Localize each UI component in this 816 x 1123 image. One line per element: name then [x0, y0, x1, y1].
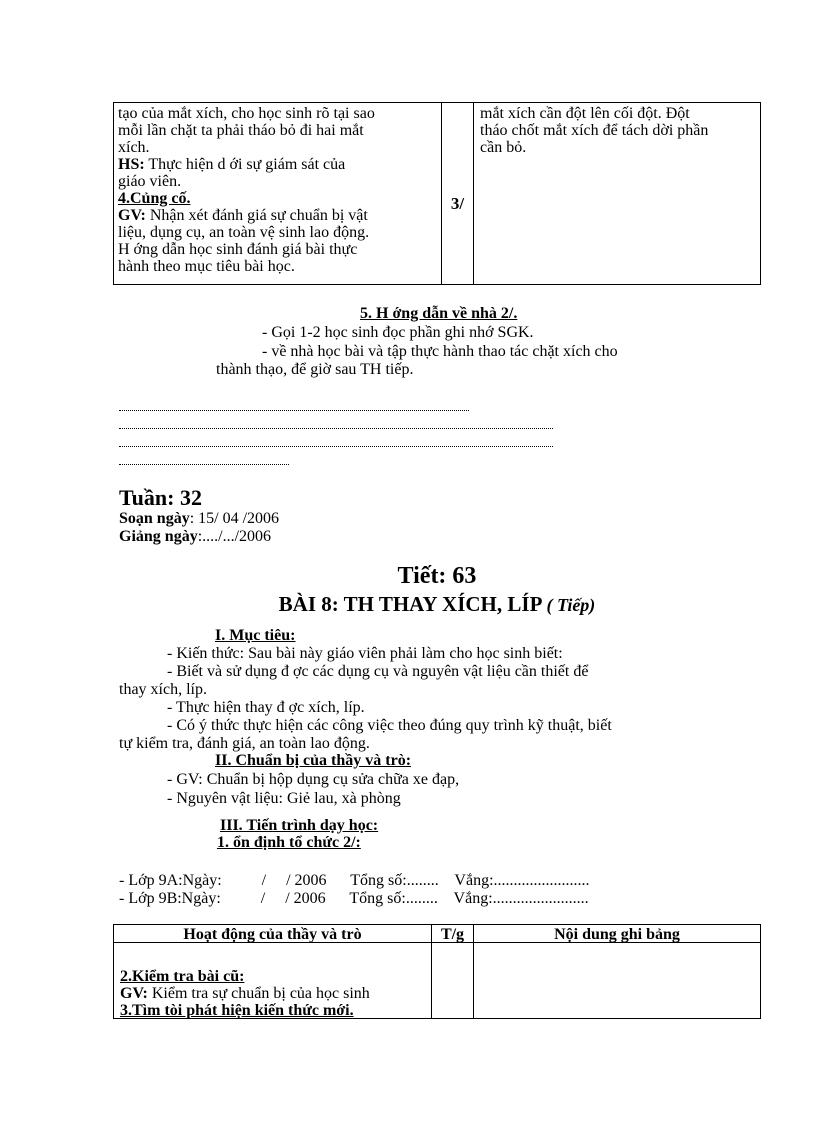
- preparation-line: - GV: Chuẩn bị hộp dụng cụ sửa chữa xe đạp,: [167, 771, 460, 788]
- text-line: hành theo mục tiêu bài học.: [118, 258, 295, 275]
- hs-label: HS:: [118, 156, 145, 173]
- objective-line: thay xích, líp.: [119, 681, 207, 698]
- process-heading: III. Tiến trình dạy học:: [220, 817, 379, 834]
- prep-date: [119, 510, 279, 527]
- text-line: mỗi lần chặt ta phải tháo bỏ đi hai mắt: [118, 122, 364, 139]
- teacher-student-column: [114, 103, 442, 284]
- objective-line: - Biết và sử dụng đ ợc các dụng cụ và nguyên vật liệu cần thiết để: [167, 663, 589, 680]
- objective-line: - Có ý thức thực hiện các công việc theo đúng quy trình kỹ thuật, biết: [167, 717, 612, 734]
- objective-line: tự kiểm tra, đánh giá, an toàn lao động.: [119, 735, 370, 752]
- preparation-heading: II. Chuẩn bị của thầy và trò:: [215, 752, 412, 769]
- gv-label: GV:: [120, 985, 148, 1002]
- text-line: xích.: [118, 139, 150, 156]
- note-line: [119, 436, 553, 447]
- note-line: [119, 418, 553, 429]
- homework-line: - về nhà học bài và tập thực hành thao tác chặt xích cho: [262, 343, 618, 360]
- hs-text: Thực hiện d ới sự giám sát của: [144, 156, 346, 173]
- objective-line: - Thực hiện thay đ ợc xích, líp.: [167, 699, 365, 716]
- gv-line: [118, 207, 437, 224]
- objectives-heading: I. Mục tiêu:: [215, 627, 296, 644]
- activity-table-continued: [113, 102, 761, 285]
- new-knowledge-heading: 3.Tìm tòi phát hiện kiến thức mới.: [120, 1002, 354, 1019]
- text-line: cần bỏ.: [480, 139, 527, 156]
- text-line: tạo của mắt xích, cho học sinh rõ tại sao: [118, 105, 375, 122]
- homework-line: thành thạo, để giờ sau TH tiếp.: [216, 361, 414, 378]
- preparation-line: - Nguyên vật liệu: Giẻ lau, xà phòng: [167, 790, 401, 807]
- gv-text: Nhận xét đánh giá sự chuẩn bị vật: [145, 207, 368, 224]
- column-header-board: Nội dung ghi bảng: [474, 925, 760, 943]
- note-line: [119, 400, 469, 411]
- time-column: [432, 925, 474, 1018]
- text-line: liệu, dụng cụ, an toàn vệ sinh lao động.: [118, 224, 370, 241]
- lesson-title-suffix: ( Tiếp): [546, 595, 596, 615]
- organization-subheading: 1. ổn định tổ chức 2/:: [217, 834, 361, 851]
- time-value: 3/: [450, 194, 465, 213]
- gv-line: [120, 985, 370, 1002]
- board-content-column: [474, 103, 760, 284]
- old-lesson-check-heading: 2.Kiểm tra bài cũ:: [120, 968, 245, 985]
- week-label: Tuần: 32: [119, 485, 202, 510]
- homework-heading: 5. H ớng dẫn về nhà 2/.: [360, 305, 518, 322]
- teach-date-label: Giảng ngày: [119, 528, 198, 545]
- note-line: [119, 454, 289, 465]
- text-line: mắt xích cần đột lên cối đột. Đột: [480, 105, 690, 122]
- lesson-title: [113, 592, 761, 617]
- period-title: Tiết: 63: [397, 563, 477, 589]
- teach-date-value: :..../.../2006: [197, 528, 272, 545]
- gv-text: Kiểm tra sự chuẩn bị của học sinh: [147, 985, 370, 1002]
- activity-table: [113, 924, 761, 1019]
- hs-line: [118, 156, 437, 173]
- gv-label: GV:: [118, 207, 146, 224]
- text-line: H ớng dẫn học sinh đánh giá bài thực: [118, 241, 358, 258]
- class-9b-line: - Lớp 9B:Ngày: / / 2006 Tổng số:........ Vắng:........................: [119, 890, 589, 907]
- homework-line: - Gọi 1-2 học sinh đọc phần ghi nhớ SGK.: [262, 324, 534, 341]
- text-line: tháo chốt mắt xích để tách dời phần: [480, 122, 709, 139]
- objective-line: - Kiến thức: Sau bài này giáo viên phải làm cho học sinh biết:: [167, 645, 563, 662]
- text-line: giáo viên.: [118, 173, 182, 190]
- teacher-student-column: [114, 925, 432, 1018]
- prep-date-label: Soạn ngày: [119, 510, 190, 527]
- prep-date-value: : 15/ 04 /2006: [189, 510, 280, 527]
- cungco-heading: 4.Củng cố.: [118, 190, 191, 207]
- board-content-column: [474, 925, 760, 1018]
- teach-date: [119, 528, 271, 545]
- column-header-time: T/g: [432, 925, 473, 943]
- column-header-activity: Hoạt động của thầy và trò: [114, 925, 431, 943]
- lesson-title-text: BÀI 8: TH THAY XÍCH, LÍP: [278, 592, 542, 616]
- class-9a-line: - Lớp 9A:Ngày: / / 2006 Tổng số:........ Vắng:........................: [119, 872, 590, 889]
- time-column: [442, 103, 474, 284]
